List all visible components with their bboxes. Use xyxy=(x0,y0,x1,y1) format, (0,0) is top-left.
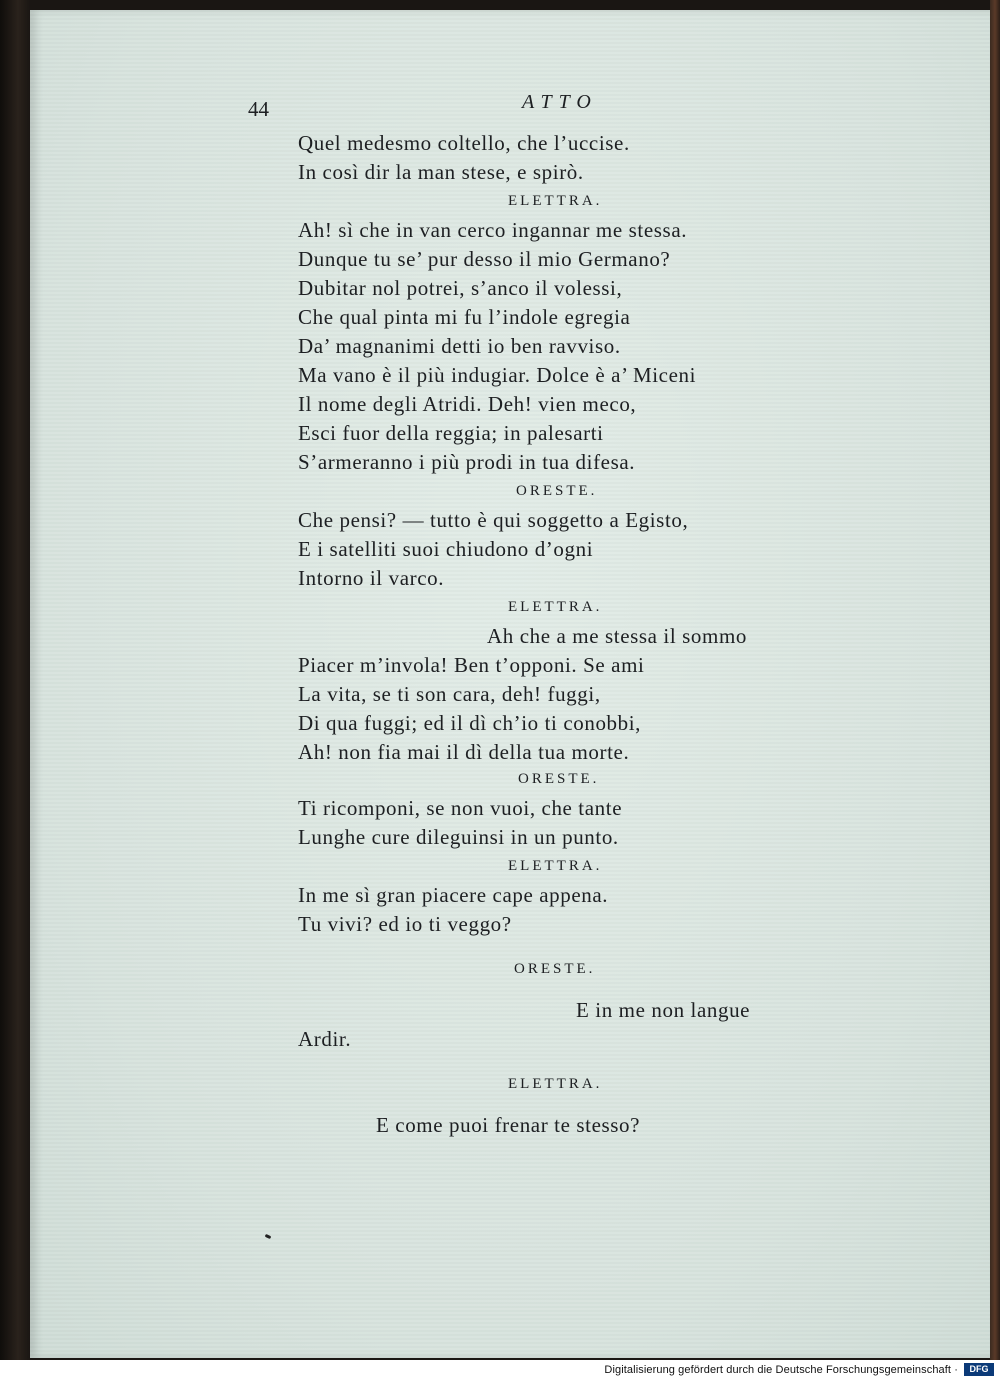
footer-credit: Digitalisierung gefördert durch die Deutsche Forschungsgemeinschaft · xyxy=(604,1364,958,1376)
page-number: 44 xyxy=(248,97,269,121)
verse-line: Da’ magnanimi detti io ben ravviso. xyxy=(298,334,621,358)
speaker-label: ORESTE. xyxy=(518,771,600,787)
speaker-label: ELETTRA. xyxy=(508,193,603,209)
verse-line: Quel medesmo coltello, che l’uccise. xyxy=(298,131,630,155)
dfg-logo: DFG xyxy=(964,1363,994,1376)
verse-line: Intorno il varco. xyxy=(298,566,445,590)
verse-line: S’armeranno i più prodi in tua difesa. xyxy=(298,450,636,474)
verse-line: E i satelliti suoi chiudono d’ogni xyxy=(298,537,594,561)
verse-line: Lunghe cure dileguinsi in un punto. xyxy=(298,825,619,849)
verse-line: Ma vano è il più indugiar. Dolce è a’ Miceni xyxy=(298,363,697,387)
verse-line: Di qua fuggi; ed il dì ch’io ti conobbi, xyxy=(298,711,642,735)
verse-line: La vita, se ti son cara, deh! fuggi, xyxy=(298,682,601,706)
verse-line: Ardir. xyxy=(298,1027,352,1051)
verse-line: Che pensi? — tutto è qui soggetto a Egisto, xyxy=(298,508,689,532)
verse-line: Tu vivi? ed io ti veggo? xyxy=(298,912,512,936)
verse-line: Il nome degli Atridi. Deh! vien meco, xyxy=(298,392,637,416)
verse-line: Ah! non fia mai il dì della tua morte. xyxy=(298,740,630,764)
verse-line: Ti ricomponi, se non vuoi, che tante xyxy=(298,796,623,820)
speaker-label: ORESTE. xyxy=(514,961,596,977)
speaker-label: ELETTRA. xyxy=(508,599,603,615)
speaker-label: ELETTRA. xyxy=(508,1076,603,1092)
verse-line: Piacer m’invola! Ben t’opponi. Se ami xyxy=(298,653,645,677)
verse-line: In così dir la man stese, e spirò. xyxy=(298,160,584,184)
speaker-label: ELETTRA. xyxy=(508,858,603,874)
verse-line: Che qual pinta mi fu l’indole egregia xyxy=(298,305,631,329)
speaker-label: ORESTE. xyxy=(516,483,598,499)
digitization-footer xyxy=(0,1360,1000,1380)
verse-line: Ah! sì che in van cerco ingannar me stessa. xyxy=(298,218,688,242)
running-head: ATTO xyxy=(522,91,598,113)
verse-line: Ah che a me stessa il sommo xyxy=(487,624,747,648)
verse-line: Dunque tu se’ pur desso il mio Germano? xyxy=(298,247,671,271)
verse-line: Dubitar nol potrei, s’anco il volessi, xyxy=(298,276,623,300)
ink-speck xyxy=(265,1234,272,1239)
verse-line: In me sì gran piacere cape appena. xyxy=(298,883,609,907)
verse-line: E in me non langue xyxy=(576,998,751,1022)
verse-line: E come puoi frenar te stesso? xyxy=(376,1113,641,1137)
verse-line: Esci fuor della reggia; in palesarti xyxy=(298,421,604,445)
